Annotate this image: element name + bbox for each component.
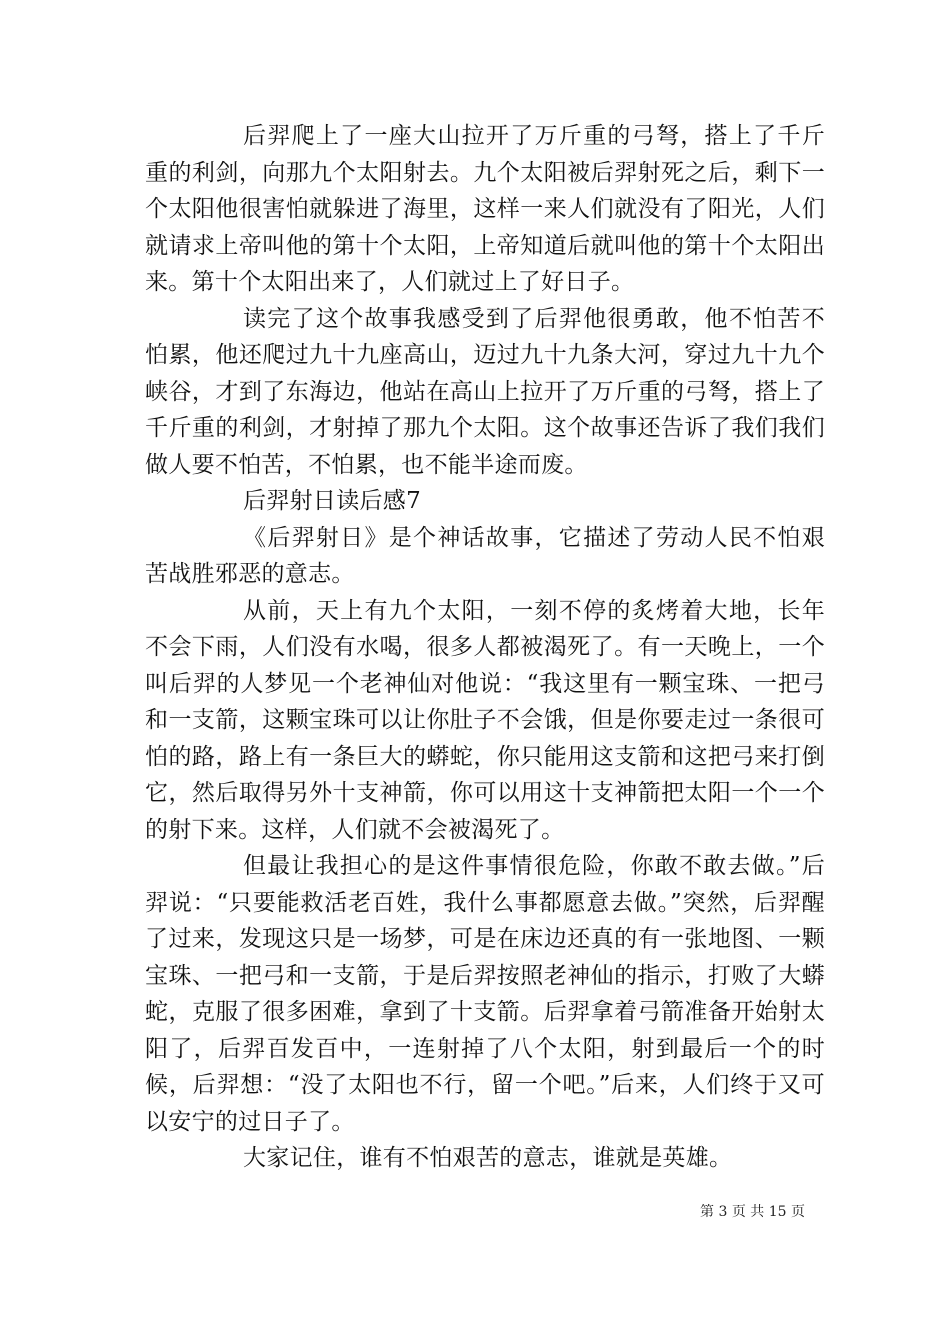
paragraph-2: 读完了这个故事我感受到了后羿他很勇敢，他不怕苦不怕累，他还爬过九十九座高山，迈过九十九条大河，穿过九十九个峡谷，才到了东海边，他站在高山上拉开了万斤重的弓弩，搭上了千斤重的利剑，才射掉了那九个太阳。这个故事还告诉了我们我们做人要不怕苦，不怕累，也不能半途而废。: [145, 305, 825, 478]
paragraph-1: 后羿爬上了一座大山拉开了万斤重的弓弩，搭上了千斤重的利剑，向那九个太阳射去。九个太阳被后羿射死之后，剩下一个太阳他很害怕就躲进了海里，这样一来人们就没有了阳光，人们就请求上帝叫他的第十个太阳，上帝知道后就叫他的第十个太阳出来。第十个太阳出来了，人们就过上了好日子。: [145, 123, 825, 295]
paragraph-3: 《后羿射日》是个神话故事，它描述了劳动人民不怕艰苦战胜邪恶的意志。: [145, 524, 825, 587]
paragraph-6: 大家记住，谁有不怕艰苦的意志，谁就是英雄。: [243, 1145, 733, 1171]
section-heading: 后羿射日读后感7: [243, 488, 422, 514]
paragraph-4: 从前，天上有九个太阳，一刻不停的炙烤着大地，长年不会下雨，人们没有水喝，很多人都被渴死了。有一天晚上，一个叫后羿的人梦见一个老神仙对他说：“我这里有一颗宝珠、一把弓和一支箭，这颗宝珠可以让你肚子不会饿，但是你要走过一条很可怕的路，路上有一条巨大的蟒蛇，你只能用这支箭和这把弓来打倒它，然后取得另外十支神箭，你可以用这十支神箭把太阳一个一个的射下来。这样，人们就不会被渴死了。: [145, 597, 825, 843]
page-number: 第 3 页 共 15 页: [700, 1204, 805, 1220]
paragraph-5: 但最让我担心的是这件事情很危险，你敢不敢去做。”后羿说：“只要能救活老百姓，我什么事都愿意去做。”突然，后羿醒了过来，发现这只是一场梦，可是在床边还真的有一张地图、一颗宝珠、一把弓和一支箭，于是后羿按照老神仙的指示，打败了大蟒蛇，克服了很多困难，拿到了十支箭。后羿拿着弓箭准备开始射太阳了，后羿百发百中，一连射掉了八个太阳，射到最后一个的时候，后羿想：“没了太阳也不行，留一个吧。”后来，人们终于又可以安宁的过日子了。: [145, 853, 825, 1135]
document-body: [145, 118, 825, 1177]
